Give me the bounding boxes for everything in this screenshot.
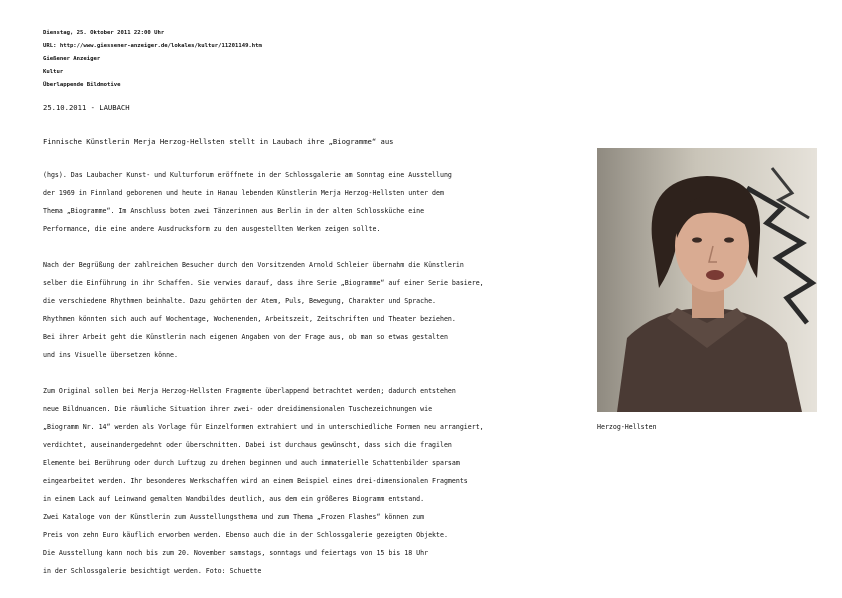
text-line: Thema „Biogramme“. Im Anschluss boten zwei Tänzerinnen aus Berlin in der alten Schlossküche eine [43,207,425,215]
text-line: Elemente bei Berührung oder durch Luftzug zu drehen beginnen und auch immaterielle Schattenbilder sparsam [43,459,460,467]
photo-caption: Herzog-Hellsten [597,423,657,431]
meta-topic: Überlappende Bildmotive [43,82,121,88]
meta-source: Gießener Anzeiger [43,56,101,62]
text-line: Preis von zehn Euro käuflich erworben werden. Ebenso auch die in der Schlossgalerie gezeigten Objekte. [43,531,448,539]
paragraph [43,382,563,580]
article-headline: Finnische Künstlerin Merja Herzog-Hellsten stellt in Laubach ihre „Biogramme“ aus [43,137,394,146]
article-meta [43,27,262,92]
text-line: „Biogramm Nr. 14“ werden als Vorlage für Einzelformen extrahiert und in unterschiedliche Formen neu arrangiert, [43,423,484,431]
text-line: und ins Visuelle übersetzen könne. [43,351,178,359]
text-line: der 1969 in Finnland geborenen und heute in Hanau lebenden Künstlerin Merja Herzog-Hellsten unter dem [43,189,444,197]
text-line: Bei ihrer Arbeit geht die Künstlerin nach eigenen Angaben von der Frage aus, ob man so etwas gestalten [43,333,448,341]
text-line: in der Schlossgalerie besichtigt werden. Foto: Schuette [43,567,262,575]
portrait-illustration [597,148,817,412]
meta-url: URL: http://www.giessener-anzeiger.de/lokales/kultur/11201149.htm [43,43,262,49]
text-line: neue Bildnuancen. Die räumliche Situation ihrer zwei- oder dreidimensionalen Tuschezeichnungen wie [43,405,433,413]
text-line: Rhythmen könnten sich auch auf Wochentage, Wochenenden, Arbeitszeit, Zeitschriften und Theater beziehen. [43,315,456,323]
text-line: in einem Lack auf Leinwand gemalten Wandbildes deutlich, aus dem ein größeres Biogramm entstand. [43,495,425,503]
text-line: Die Ausstellung kann noch bis zum 20. November samstags, sonntags und feiertags von 15 bis 18 Uhr [43,549,429,557]
text-line: Zum Original sollen bei Merja Herzog-Hellsten Fragmente überlappend betrachtet werden; dadurch entstehen [43,387,456,395]
dateline: 25.10.2011 - LAUBACH [43,103,130,112]
meta-section: Kultur [43,69,64,75]
text-line: (hgs). Das Laubacher Kunst- und Kulturforum eröffnete in der Schlossgalerie am Sonntag eine Ausstellung [43,171,452,179]
text-line: verdichtet, auseinandergedehnt oder überschnitten. Dabei ist durchaus gewünscht, dass sich die fragilen [43,441,452,449]
text-line: selber die Einführung in ihr Schaffen. Sie verwies darauf, dass ihre Serie „Biogramme“ auf einer Serie basiere, [43,279,484,287]
meta-date: Dienstag, 25. Oktober 2011 22:00 Uhr [43,30,165,36]
paragraph [43,166,563,238]
text-line: Zwei Kataloge von der Künstlerin zum Ausstellungsthema und zum Thema „Frozen Flashes“ können zum [43,513,425,521]
article-photo [597,148,817,412]
text-line: eingearbeitet werden. Ihr besonderes Werkschaffen wird an einem Beispiel eines drei-dimensionalen Fragments [43,477,468,485]
text-line: Performance, die eine andere Ausdrucksform zu den ausgestellten Werken zeigen sollte. [43,225,381,233]
paragraph [43,256,563,364]
text-line: die verschiedene Rhythmen beinhalte. Dazu gehörten der Atem, Puls, Bewegung, Charakter und Sprache. [43,297,437,305]
text-line: Nach der Begrüßung der zahlreichen Besucher durch den Vorsitzenden Arnold Schleier übernahm die Künstlerin [43,261,464,269]
article-body [43,166,563,598]
